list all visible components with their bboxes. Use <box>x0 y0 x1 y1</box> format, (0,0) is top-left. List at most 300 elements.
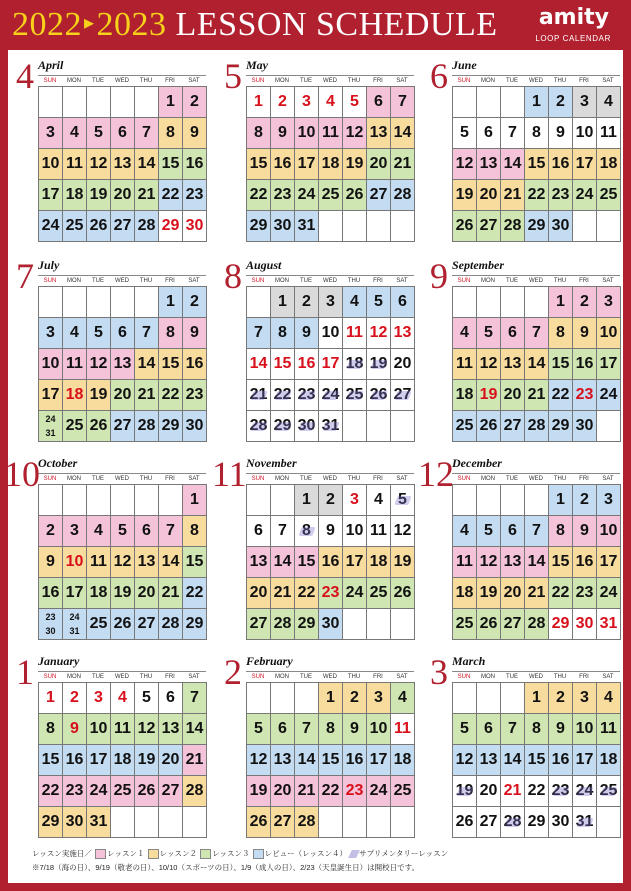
month-name: April <box>38 58 64 72</box>
day-cell: 6 <box>501 516 525 547</box>
day-cell: 25 <box>597 180 621 211</box>
month-name: June <box>452 58 477 72</box>
day-cell: 11 <box>597 714 621 745</box>
day-cell: 26 <box>87 211 111 242</box>
empty-cell <box>367 411 391 442</box>
weekday-label: SUN <box>457 674 471 680</box>
day-cell: 10 <box>573 118 597 149</box>
empty-cell <box>63 485 87 516</box>
empty-cell <box>247 485 271 516</box>
weekday-label: FRI <box>373 476 383 482</box>
day-cell: 8 <box>159 118 183 149</box>
month-name: December <box>452 456 502 470</box>
day-cell: 17 <box>573 745 597 776</box>
empty-cell <box>159 807 183 838</box>
day-cell: 13 <box>501 349 525 380</box>
weekday-label: MON <box>67 278 81 284</box>
day-cell: 7 <box>525 318 549 349</box>
weekday-label: WED <box>323 78 337 84</box>
day-cell: 26 <box>453 211 477 242</box>
month-june <box>430 56 631 252</box>
day-cell: 22 <box>525 776 549 807</box>
empty-cell <box>597 807 621 838</box>
day-cell: 8 <box>319 714 343 745</box>
day-cell: 29 <box>525 211 549 242</box>
month-number: 4 <box>16 56 34 96</box>
day-cell: 5 <box>391 485 415 516</box>
day-cell: 22 <box>159 380 183 411</box>
day-cell: 16 <box>573 349 597 380</box>
weekday-label: SUN <box>251 476 265 482</box>
month-march <box>430 652 631 848</box>
day-cell: 10 <box>63 547 87 578</box>
weekday-label: WED <box>323 674 337 680</box>
empty-cell <box>39 287 63 318</box>
day-cell: 11 <box>597 118 621 149</box>
day-cell: 23 <box>549 180 573 211</box>
day-cell: 13 <box>501 547 525 578</box>
day-cell: 27 <box>247 609 271 640</box>
day-cell: 8 <box>549 318 573 349</box>
day-cell: 17 <box>295 149 319 180</box>
day-cell: 14 <box>295 745 319 776</box>
day-cell: 19 <box>367 349 391 380</box>
day-cell: 14 <box>501 149 525 180</box>
day-cell-split <box>63 609 87 640</box>
day-cell: 23 <box>319 578 343 609</box>
day-cell: 12 <box>391 516 415 547</box>
day-cell: 21 <box>135 180 159 211</box>
day-cell: 24 <box>319 380 343 411</box>
weekday-label: WED <box>323 278 337 284</box>
day-cell: 2 <box>549 87 573 118</box>
day-cell: 29 <box>247 211 271 242</box>
empty-cell <box>63 287 87 318</box>
day-cell: 1 <box>525 683 549 714</box>
day-cell: 15 <box>549 349 573 380</box>
day-cell: 21 <box>247 380 271 411</box>
day-cell: 19 <box>477 578 501 609</box>
weekday-label: FRI <box>165 78 175 84</box>
day-cell: 1 <box>525 87 549 118</box>
day-cell: 2 <box>549 683 573 714</box>
empty-cell <box>87 87 111 118</box>
day-cell: 7 <box>135 118 159 149</box>
weekday-label: TUE <box>300 78 312 84</box>
day-cell: 7 <box>501 118 525 149</box>
day-cell: 19 <box>477 380 501 411</box>
day-cell: 15 <box>39 745 63 776</box>
weekday-label: THU <box>139 476 153 482</box>
weekday-label: THU <box>553 278 567 284</box>
day-cell: 14 <box>271 547 295 578</box>
weekday-label: SAT <box>396 278 408 284</box>
day-cell: 27 <box>111 411 135 442</box>
day-cell: 10 <box>367 714 391 745</box>
day-grid <box>38 286 207 442</box>
empty-cell <box>391 807 415 838</box>
weekday-label: THU <box>553 674 567 680</box>
day-cell: 17 <box>39 180 63 211</box>
day-grid <box>246 484 415 640</box>
day-cell: 23 <box>549 776 573 807</box>
legend-supplementary: サプリメンタリーレッスン <box>359 849 449 858</box>
empty-cell <box>111 287 135 318</box>
weekday-label: MON <box>275 78 289 84</box>
day-grid <box>38 682 207 838</box>
day-cell: 19 <box>111 578 135 609</box>
day-cell: 18 <box>367 547 391 578</box>
empty-cell <box>159 485 183 516</box>
day-cell: 4 <box>343 287 367 318</box>
day-cell: 18 <box>63 380 87 411</box>
day-cell: 12 <box>247 745 271 776</box>
month-number: 11 <box>212 454 247 494</box>
weekday-header <box>452 75 620 86</box>
weekday-label: FRI <box>579 78 589 84</box>
day-cell: 11 <box>367 516 391 547</box>
day-cell: 24 <box>597 380 621 411</box>
day-cell: 30 <box>295 411 319 442</box>
day-cell: 13 <box>159 714 183 745</box>
day-cell: 1 <box>39 683 63 714</box>
day-cell: 13 <box>391 318 415 349</box>
empty-cell <box>391 411 415 442</box>
day-cell: 10 <box>39 149 63 180</box>
empty-cell <box>453 485 477 516</box>
day-cell: 12 <box>87 349 111 380</box>
day-cell: 7 <box>135 318 159 349</box>
empty-cell <box>63 87 87 118</box>
weekday-header <box>452 671 620 682</box>
day-cell: 6 <box>477 714 501 745</box>
day-cell: 16 <box>295 349 319 380</box>
day-cell: 16 <box>573 547 597 578</box>
empty-cell <box>135 807 159 838</box>
weekday-label: SUN <box>43 674 57 680</box>
day-cell: 16 <box>271 149 295 180</box>
legend <box>32 848 448 859</box>
weekday-label: THU <box>553 78 567 84</box>
day-cell: 22 <box>319 776 343 807</box>
day-cell: 17 <box>319 349 343 380</box>
day-cell: 16 <box>343 745 367 776</box>
day-cell: 9 <box>319 516 343 547</box>
day-cell: 18 <box>87 578 111 609</box>
day-cell: 6 <box>271 714 295 745</box>
legend-swatch-pink <box>95 849 106 859</box>
day-cell: 11 <box>453 547 477 578</box>
day-cell: 23 <box>573 380 597 411</box>
day-cell: 30 <box>183 411 207 442</box>
day-cell: 22 <box>39 776 63 807</box>
page-title <box>12 6 498 44</box>
day-cell: 16 <box>549 149 573 180</box>
day-cell: 14 <box>391 118 415 149</box>
empty-cell <box>111 485 135 516</box>
day-cell: 22 <box>525 180 549 211</box>
day-cell: 14 <box>525 349 549 380</box>
empty-cell <box>247 287 271 318</box>
day-cell: 11 <box>319 118 343 149</box>
day-cell: 24 <box>343 578 367 609</box>
day-cell: 15 <box>159 349 183 380</box>
day-cell: 5 <box>477 516 501 547</box>
weekday-label: SAT <box>602 278 614 284</box>
day-cell: 5 <box>87 318 111 349</box>
month-number: 9 <box>430 256 448 296</box>
day-cell: 25 <box>391 776 415 807</box>
day-cell: 14 <box>159 547 183 578</box>
day-cell: 11 <box>87 547 111 578</box>
legend-swatch-green <box>200 849 211 859</box>
day-cell: 3 <box>367 683 391 714</box>
empty-cell <box>271 683 295 714</box>
month-number: 2 <box>224 652 242 692</box>
day-cell: 11 <box>63 149 87 180</box>
empty-cell <box>343 807 367 838</box>
legend-prefix: レッスン実施日／ <box>32 849 92 858</box>
day-cell: 22 <box>183 578 207 609</box>
day-cell: 31 <box>597 609 621 640</box>
weekday-label: TUE <box>506 476 518 482</box>
empty-cell <box>367 211 391 242</box>
day-grid <box>38 86 207 242</box>
month-name: March <box>452 654 486 668</box>
day-cell: 3 <box>63 516 87 547</box>
weekday-label: MON <box>481 476 495 482</box>
day-cell: 26 <box>391 578 415 609</box>
day-cell: 4 <box>87 516 111 547</box>
day-cell: 23 <box>271 180 295 211</box>
month-september <box>430 256 631 452</box>
day-cell: 4 <box>319 87 343 118</box>
day-cell: 13 <box>247 547 271 578</box>
day-cell: 4 <box>453 318 477 349</box>
weekday-label: SAT <box>396 674 408 680</box>
empty-cell <box>477 683 501 714</box>
day-cell: 13 <box>477 745 501 776</box>
day-cell: 9 <box>549 714 573 745</box>
day-cell: 21 <box>295 776 319 807</box>
day-grid <box>452 682 621 838</box>
day-cell: 18 <box>597 745 621 776</box>
day-cell: 3 <box>597 485 621 516</box>
day-cell-split <box>39 609 63 640</box>
brand-subtitle: LOOP CALENDAR <box>535 34 611 43</box>
day-cell: 25 <box>63 211 87 242</box>
legend-lesson2: レッスン２ <box>159 849 197 858</box>
day-cell: 30 <box>271 211 295 242</box>
month-number: 8 <box>224 256 242 296</box>
day-grid <box>246 682 415 838</box>
month-august <box>224 256 426 452</box>
day-cell: 30 <box>573 411 597 442</box>
day-cell: 27 <box>111 211 135 242</box>
empty-cell <box>135 287 159 318</box>
weekday-label: SUN <box>457 476 471 482</box>
day-cell: 31 <box>319 411 343 442</box>
day-cell: 9 <box>295 318 319 349</box>
day-cell: 21 <box>271 578 295 609</box>
day-cell: 11 <box>453 349 477 380</box>
day-cell: 1 <box>183 485 207 516</box>
empty-cell <box>111 807 135 838</box>
day-cell: 22 <box>549 380 573 411</box>
month-may <box>224 56 426 252</box>
day-cell: 10 <box>573 714 597 745</box>
empty-cell <box>453 287 477 318</box>
day-cell: 5 <box>247 714 271 745</box>
day-cell: 24 <box>39 211 63 242</box>
day-cell: 17 <box>597 349 621 380</box>
day-cell: 7 <box>295 714 319 745</box>
day-cell: 18 <box>63 180 87 211</box>
title-text: LESSON SCHEDULE <box>175 6 498 43</box>
weekday-label: TUE <box>92 78 104 84</box>
day-cell: 26 <box>87 411 111 442</box>
weekday-label: SAT <box>188 78 200 84</box>
month-number: 12 <box>418 454 454 494</box>
day-cell: 12 <box>135 714 159 745</box>
day-cell: 31 <box>295 211 319 242</box>
empty-cell <box>453 683 477 714</box>
day-cell-split <box>39 411 63 442</box>
day-cell: 4 <box>63 318 87 349</box>
day-cell: 12 <box>477 547 501 578</box>
day-cell: 1 <box>549 485 573 516</box>
day-cell: 17 <box>597 547 621 578</box>
day-cell: 29 <box>271 411 295 442</box>
day-cell: 12 <box>453 745 477 776</box>
day-grid <box>38 484 207 640</box>
empty-cell <box>501 683 525 714</box>
day-cell: 28 <box>525 411 549 442</box>
day-cell: 5 <box>367 287 391 318</box>
day-cell: 12 <box>477 349 501 380</box>
day-cell: 2 <box>343 683 367 714</box>
weekday-label: SAT <box>188 278 200 284</box>
day-cell: 13 <box>271 745 295 776</box>
day-cell: 28 <box>501 211 525 242</box>
day-cell: 21 <box>525 380 549 411</box>
weekday-label: THU <box>347 78 361 84</box>
weekday-label: WED <box>529 278 543 284</box>
day-number: 24 <box>45 414 56 424</box>
day-cell: 26 <box>453 807 477 838</box>
day-cell: 7 <box>501 714 525 745</box>
month-name: January <box>38 654 80 668</box>
empty-cell <box>343 609 367 640</box>
month-number: 3 <box>430 652 448 692</box>
empty-cell <box>135 485 159 516</box>
day-cell: 24 <box>597 578 621 609</box>
day-cell: 28 <box>391 180 415 211</box>
month-november <box>212 454 426 650</box>
empty-cell <box>525 287 549 318</box>
day-grid <box>452 286 621 442</box>
day-cell: 7 <box>391 87 415 118</box>
day-cell: 31 <box>87 807 111 838</box>
month-number: 10 <box>4 454 40 494</box>
day-cell: 8 <box>549 516 573 547</box>
day-cell: 23 <box>573 578 597 609</box>
weekday-label: MON <box>481 78 495 84</box>
day-cell: 28 <box>183 776 207 807</box>
empty-cell <box>183 807 207 838</box>
weekday-label: THU <box>139 78 153 84</box>
legend-swatch-yellow <box>148 849 159 859</box>
day-cell: 26 <box>247 807 271 838</box>
day-cell: 20 <box>477 180 501 211</box>
calendar-panel <box>4 50 623 883</box>
month-number: 5 <box>224 56 242 96</box>
day-cell: 29 <box>159 211 183 242</box>
day-cell: 28 <box>271 609 295 640</box>
day-cell: 9 <box>549 118 573 149</box>
day-cell: 3 <box>319 287 343 318</box>
weekday-label: WED <box>529 78 543 84</box>
day-cell: 17 <box>573 149 597 180</box>
day-cell: 23 <box>183 180 207 211</box>
day-number: 24 <box>69 612 80 622</box>
brand-logo: amity <box>538 5 609 30</box>
day-cell: 3 <box>343 485 367 516</box>
weekday-label: SUN <box>43 278 57 284</box>
weekday-label: TUE <box>300 278 312 284</box>
weekday-label: FRI <box>579 476 589 482</box>
day-cell: 25 <box>453 609 477 640</box>
empty-cell <box>501 87 525 118</box>
day-cell: 4 <box>597 683 621 714</box>
weekday-label: TUE <box>92 278 104 284</box>
day-cell: 24 <box>573 776 597 807</box>
day-cell: 28 <box>135 411 159 442</box>
day-cell: 2 <box>319 485 343 516</box>
day-cell: 16 <box>319 547 343 578</box>
day-cell: 8 <box>525 118 549 149</box>
day-cell: 9 <box>271 118 295 149</box>
day-cell: 25 <box>597 776 621 807</box>
day-cell: 1 <box>271 287 295 318</box>
empty-cell <box>271 485 295 516</box>
weekday-label: WED <box>323 476 337 482</box>
day-cell: 4 <box>597 87 621 118</box>
day-cell: 5 <box>87 118 111 149</box>
legend-lesson3: レッスン３ <box>212 849 250 858</box>
empty-cell <box>343 411 367 442</box>
empty-cell <box>525 485 549 516</box>
day-cell: 25 <box>111 776 135 807</box>
day-cell: 30 <box>183 211 207 242</box>
day-cell: 9 <box>63 714 87 745</box>
weekday-header <box>38 275 206 286</box>
empty-cell <box>247 683 271 714</box>
day-cell: 18 <box>453 380 477 411</box>
day-cell: 11 <box>63 349 87 380</box>
day-cell: 25 <box>453 411 477 442</box>
weekday-label: THU <box>347 674 361 680</box>
weekday-label: TUE <box>300 476 312 482</box>
day-cell: 2 <box>63 683 87 714</box>
day-grid <box>452 484 621 640</box>
weekday-label: TUE <box>506 674 518 680</box>
day-cell: 20 <box>247 578 271 609</box>
day-cell: 8 <box>271 318 295 349</box>
weekday-label: SUN <box>251 278 265 284</box>
day-number: 31 <box>69 626 80 636</box>
day-cell: 5 <box>111 516 135 547</box>
